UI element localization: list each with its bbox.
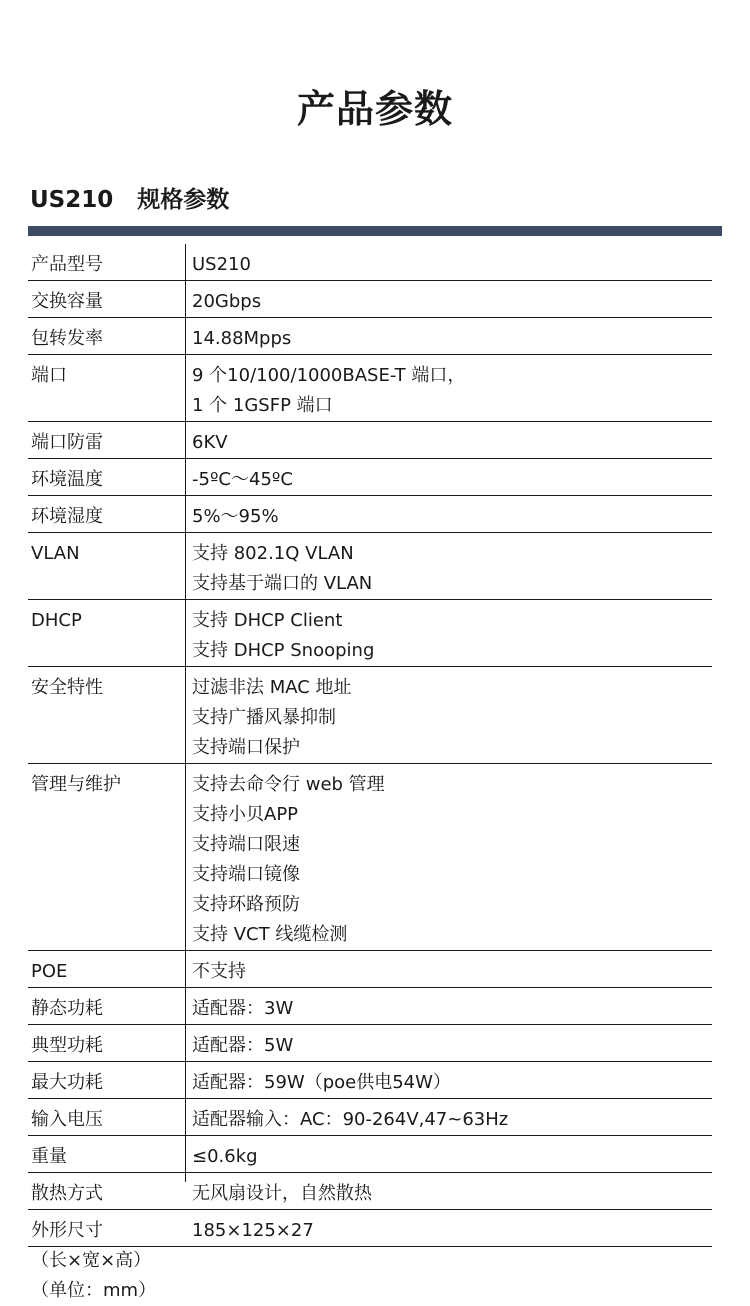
page-title: 产品参数	[296, 87, 453, 131]
spec-value: 支持端口镜像	[192, 864, 300, 885]
spec-label	[31, 465, 103, 495]
spec-label	[31, 361, 67, 391]
spec-values	[192, 667, 712, 763]
spec-values	[192, 1099, 712, 1135]
spec-label	[31, 1179, 103, 1209]
spec-label	[31, 1105, 103, 1135]
spec-row	[28, 1025, 712, 1062]
spec-value: 适配器：3W	[192, 998, 294, 1019]
spec-row	[28, 422, 712, 459]
spec-value: 20Gbps	[192, 291, 262, 312]
spec-row	[28, 355, 712, 422]
spec-label-line: 安全特性	[31, 677, 103, 698]
spec-value: 支持端口保护	[192, 737, 300, 758]
spec-values	[192, 600, 712, 666]
spec-row	[28, 533, 712, 600]
spec-label-line: POE	[31, 961, 68, 982]
spec-row	[28, 988, 712, 1025]
spec-row	[28, 951, 712, 988]
spec-label	[31, 1216, 156, 1306]
spec-row	[28, 1062, 712, 1099]
spec-values	[192, 459, 712, 495]
spec-value: 无风扇设计，自然散热	[192, 1183, 372, 1204]
spec-row	[28, 667, 712, 764]
spec-label	[31, 428, 103, 458]
spec-label-line: 端口	[31, 365, 67, 386]
spec-row	[28, 1210, 712, 1301]
spec-value: 适配器输入：AC：90-264V,47~63Hz	[192, 1109, 509, 1130]
spec-label-line: 散热方式	[31, 1183, 103, 1204]
spec-label-line: 环境湿度	[31, 506, 103, 527]
spec-values	[192, 533, 712, 599]
spec-value: 6KV	[192, 432, 228, 453]
spec-value: 支持 DHCP Client	[192, 610, 343, 631]
spec-label-line: （单位：mm）	[31, 1280, 157, 1301]
spec-label	[31, 994, 103, 1024]
spec-label	[31, 1031, 103, 1061]
spec-label-line: 管理与维护	[31, 774, 121, 795]
spec-label	[31, 539, 80, 569]
spec-row	[28, 600, 712, 667]
spec-value: 支持小贝APP	[192, 804, 299, 825]
spec-table	[28, 244, 712, 1301]
spec-values	[192, 1136, 712, 1172]
spec-values	[192, 496, 712, 532]
spec-value: 1 个 1GSFP 端口	[192, 395, 333, 416]
spec-value: 支持 VCT 线缆检测	[192, 924, 348, 945]
spec-label-line: 最大功耗	[31, 1072, 103, 1093]
spec-label	[31, 502, 103, 532]
spec-label	[31, 673, 103, 703]
section-divider-bar	[28, 226, 722, 236]
spec-values	[192, 1062, 712, 1098]
spec-value: 5%～95%	[192, 506, 279, 527]
spec-values	[192, 1210, 712, 1246]
spec-label-line: 输入电压	[31, 1109, 103, 1130]
spec-row	[28, 764, 712, 951]
spec-value: 适配器：5W	[192, 1035, 294, 1056]
spec-value: 185×125×27	[192, 1220, 314, 1241]
spec-value: 14.88Mpps	[192, 328, 292, 349]
spec-label	[31, 770, 121, 800]
spec-label	[31, 250, 103, 280]
spec-values	[192, 422, 712, 458]
spec-label-line: 典型功耗	[31, 1035, 103, 1056]
spec-label	[31, 957, 67, 987]
spec-label-line: 产品型号	[31, 254, 103, 275]
spec-value: 支持基于端口的 VLAN	[192, 573, 373, 594]
spec-values	[192, 988, 712, 1024]
spec-values	[192, 951, 712, 987]
spec-value: 支持 802.1Q VLAN	[192, 543, 354, 564]
spec-label-line: 外形尺寸	[31, 1220, 103, 1241]
spec-label	[31, 1142, 67, 1172]
spec-row	[28, 1173, 712, 1210]
spec-row	[28, 459, 712, 496]
spec-value: US210	[192, 254, 251, 275]
spec-value: 支持 DHCP Snooping	[192, 640, 375, 661]
spec-value: 支持端口限速	[192, 834, 300, 855]
spec-label	[31, 287, 103, 317]
spec-label-line: （长×宽×高）	[31, 1250, 152, 1271]
spec-values	[192, 355, 712, 421]
spec-values	[192, 764, 712, 950]
spec-label-line: 交换容量	[31, 291, 103, 312]
spec-label-line: 重量	[31, 1146, 67, 1167]
spec-row	[28, 281, 712, 318]
spec-label	[31, 324, 103, 354]
spec-label-line: 环境温度	[31, 469, 103, 490]
spec-values	[192, 1025, 712, 1061]
spec-value: 支持环路预防	[192, 894, 300, 915]
spec-row	[28, 1136, 712, 1173]
spec-value: ≤0.6kg	[192, 1146, 258, 1167]
spec-values	[192, 244, 712, 280]
section-title: US210 规格参数	[30, 187, 230, 213]
spec-value: -5ºC～45ºC	[192, 469, 293, 490]
spec-values	[192, 1173, 712, 1209]
spec-label	[31, 606, 82, 636]
spec-row	[28, 1099, 712, 1136]
spec-label-line: 端口防雷	[31, 432, 103, 453]
spec-value: 适配器：59W（poe供电54W）	[192, 1072, 451, 1093]
spec-values	[192, 281, 712, 317]
spec-label	[31, 1068, 103, 1098]
spec-label-line: 静态功耗	[31, 998, 103, 1019]
spec-value: 支持广播风暴抑制	[192, 707, 336, 728]
spec-value: 过滤非法 MAC 地址	[192, 677, 352, 698]
spec-label-line: 包转发率	[31, 328, 103, 349]
spec-value: 支持去命令行 web 管理	[192, 774, 385, 795]
spec-row	[28, 244, 712, 281]
spec-value: 不支持	[192, 961, 246, 982]
spec-label-line: VLAN	[31, 543, 80, 564]
spec-values	[192, 318, 712, 354]
spec-row	[28, 318, 712, 355]
spec-row	[28, 496, 712, 533]
spec-label-line: DHCP	[31, 610, 82, 631]
spec-value: 9 个10/100/1000BASE-T 端口，	[192, 365, 466, 386]
